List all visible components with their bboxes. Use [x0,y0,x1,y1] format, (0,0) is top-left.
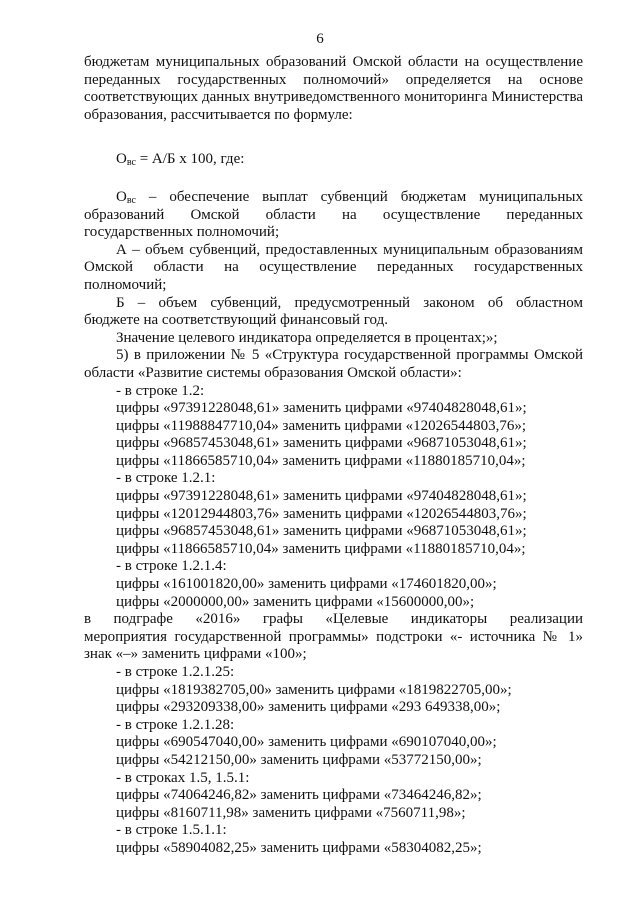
text-line: в подграфе «2016» графы «Целевые индикаторы реализации [84,611,583,628]
formula-expression: = А/Б х 100, где: [135,151,245,168]
text-line: Значение целевого индикатора определяется в процентах;»; [116,329,498,346]
text-line: области «Развитие системы образования Омской области»: [84,364,462,381]
text-line: мероприятия государственной программы» подстроки «- источника № 1» [84,628,583,645]
text-line: цифры «97391228048,61» заменить цифрами «97404828048,61»; [116,400,527,417]
text-line: - в строке 1.2: [116,382,205,399]
text-line: цифры «8160711,98» заменить цифрами «7560711,98»; [116,804,466,821]
text-line: - в строке 1.2.1.25: [116,664,235,680]
text-line: цифры «11988847710,04» заменить цифрами «12026544803,76»; [116,417,527,434]
text-line: цифры «293209338,00» заменить цифрами «293 649338,00»; [116,699,501,716]
text-line: А – объем субвенций, предоставленных муниципальным образованиям [116,241,583,258]
text-line: цифры «690547040,00» заменить цифрами «690107040,00»; [116,734,497,751]
text-line: цифры «96857453048,61» заменить цифрами «96871053048,61»; [116,523,527,540]
text-line: - в строке 1.2.1: [116,470,216,487]
text-line: Б – объем субвенций, предусмотренный законом об областном [116,294,583,311]
text-line: цифры «11866585710,04» заменить цифрами «11880185710,04»; [116,452,526,469]
formula-subscript: вс [126,157,136,169]
text-line: образований Омской области на осуществление переданных [84,206,583,223]
text-line: государственных полномочий; [84,224,280,241]
page-number: 6 [316,31,324,47]
text-line: цифры «11866585710,04» заменить цифрами «11880185710,04»; [116,540,526,557]
text-line: цифры «58904082,25» заменить цифрами «58304082,25»; [116,839,482,856]
definition-subscript: вс [126,194,136,206]
text-line: цифры «1819382705,00» заменить цифрами «1819822705,00»; [116,681,512,698]
text-line: Омской области на осуществление переданных государственных [84,259,583,276]
text-line: полномочий; [84,276,167,293]
text-line: переданных государственных полномочий» определяется на основе [84,71,583,88]
text-line: знак «–» заменить цифрами «100»; [84,646,307,663]
text-line: соответствующих данных внутриведомственного мониторинга Министерства [84,89,583,106]
formula-symbol: О [116,151,127,168]
text-line: образования, рассчитывается по формуле: [84,106,353,123]
text-line: цифры «54212150,00» заменить цифрами «53772150,00»; [116,751,482,768]
definition-text: – обеспечение выплат субвенций бюджетам муниципальных [135,188,583,205]
text-line: - в строке 1.5.1.1: [116,822,227,839]
text-line: бюджете на соответствующий финансовый год. [84,312,388,329]
definition-line [84,189,583,207]
text-line: бюджетам муниципальных образований Омской области на осуществление [84,54,583,70]
text-line: 5) в приложении № 5 «Структура государственной программы Омской [116,347,583,364]
text-line: цифры «74064246,82» заменить цифрами «73464246,82»; [116,787,482,804]
text-line: цифры «96857453048,61» заменить цифрами «96871053048,61»; [116,435,527,452]
definition-symbol: О [116,188,127,205]
text-line: цифры «2000000,00» заменить цифрами «15600000,00»; [116,593,475,610]
text-line: цифры «161001820,00» заменить цифрами «174601820,00»; [116,576,497,593]
text-line: - в строке 1.2.1.4: [116,558,227,575]
formula [84,151,583,169]
text-line: - в строке 1.2.1.28: [116,716,235,733]
text-line: цифры «12012944803,76» заменить цифрами «12026544803,76»; [116,505,527,522]
text-line: - в строках 1.5, 1.5.1: [116,769,250,786]
document-body [84,54,583,858]
text-line: цифры «97391228048,61» заменить цифрами «97404828048,61»; [116,488,527,505]
